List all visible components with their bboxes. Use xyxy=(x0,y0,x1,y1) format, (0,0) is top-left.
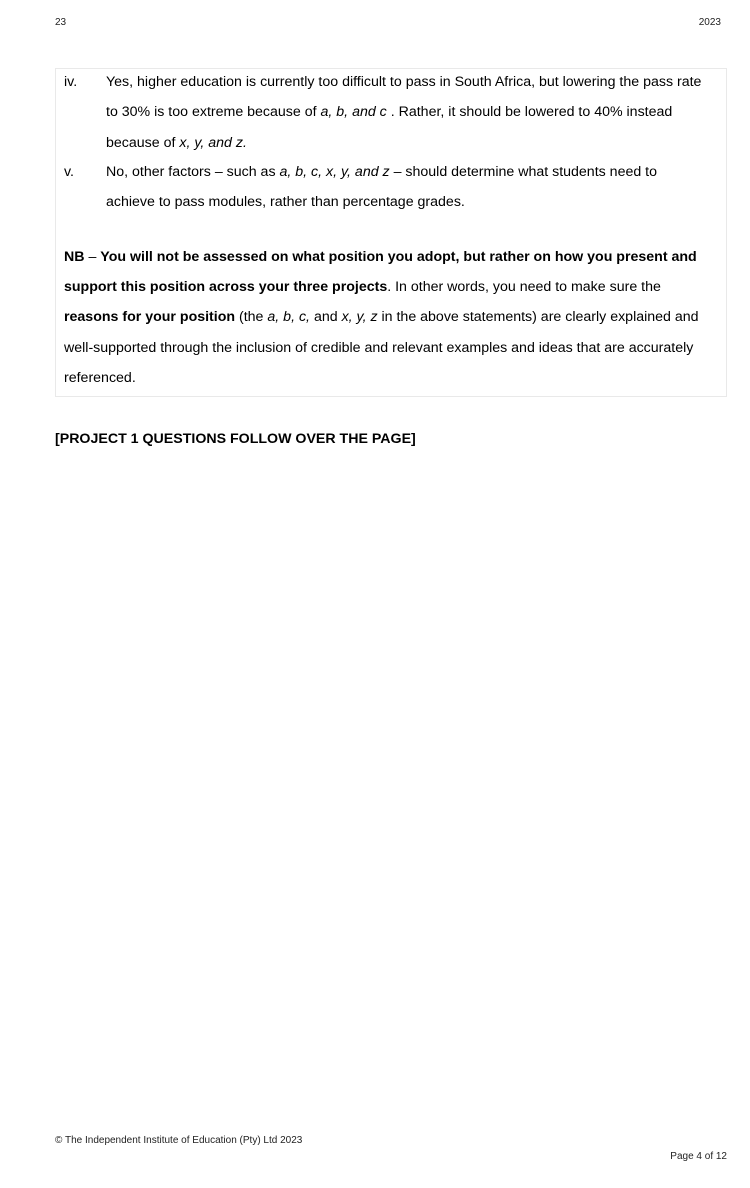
statements-box xyxy=(55,68,727,397)
footer-page-number: Page 4 of 12 xyxy=(670,1151,727,1162)
list-item xyxy=(64,157,704,218)
nb-paragraph: NB – You will not be assessed on what position you adopt, but rather on how you present and support this position across your three projects. In other words, you need to make sure the reasons for your position (the a, b, c, and x, y, z in the above statements) are clearly explained and well-supported through the inclusion of credible and relevant examples and ideas that are accurately referenced. xyxy=(64,249,699,386)
footer-copyright: © The Independent Institute of Education (Pty) Ltd 2023 xyxy=(55,1135,303,1146)
list-item-text: Yes, higher education is currently too difficult to pass in South Africa, but lowering the pass rate to 30% is too extreme because of a, b, and c . Rather, it should be lowered to 40% instead because of x, y, and z. xyxy=(106,74,702,151)
header-left-number: 23 xyxy=(55,17,67,28)
list-item-text: No, other factors – such as a, b, c, x, y, and z – should determine what students need to achieve to pass modules, rather than percentage grades. xyxy=(106,164,658,211)
follow-page-note: [PROJECT 1 QUESTIONS FOLLOW OVER THE PAGE] xyxy=(55,431,416,447)
header-year: 2023 xyxy=(698,17,721,28)
list-item-number: v. xyxy=(64,164,74,180)
list-item xyxy=(64,67,704,158)
list-item-number: iv. xyxy=(64,74,78,90)
